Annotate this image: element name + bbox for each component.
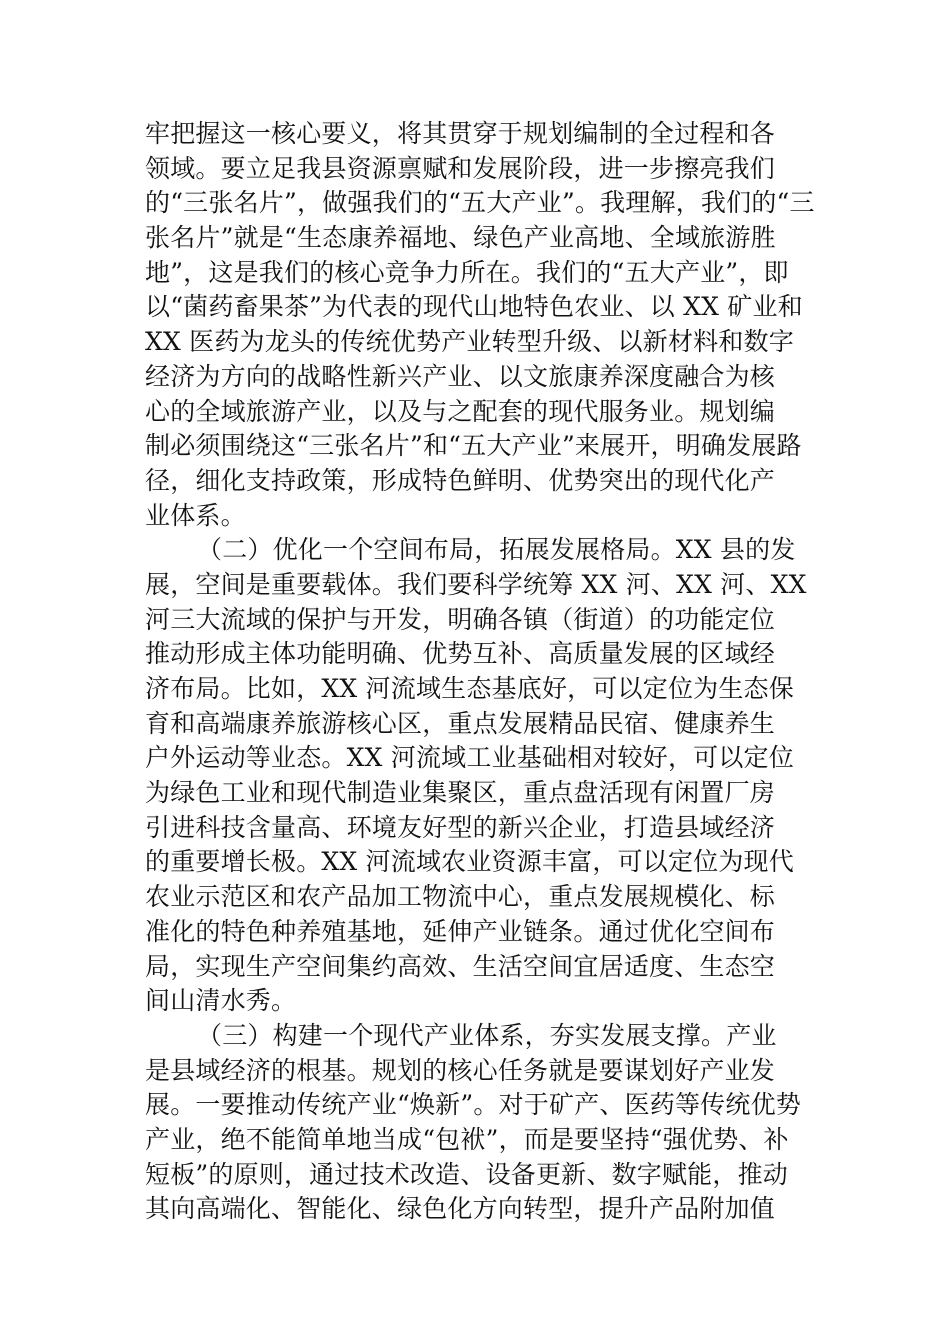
text-line: 牢把握这一核心要义，将其贯穿于规划编制的全过程和各 xyxy=(145,119,776,148)
text-line: 以“菌药畜果茶”为代表的现代山地特色农业、以 XX 矿业和 xyxy=(145,292,803,322)
text-line: 短板”的原则，通过技术改造、设备更新、数字赋能，推动 xyxy=(145,1159,788,1189)
text-line: 心的全域旅游产业，以及与之配套的现代服务业。规划编 xyxy=(145,396,776,426)
text-line: 制必须围绕这“三张名片”和“五大产业”来展开，明确发展路 xyxy=(145,431,802,461)
text-line: 准化的特色种养殖基地，延伸产业链条。通过优化空间布 xyxy=(145,916,776,946)
text-line: 局，实现生产空间集约高效、生活空间宜居适度、生态空 xyxy=(145,951,776,981)
text-line: 张名片”就是“生态康养福地、绿色产业高地、全域旅游胜 xyxy=(145,223,776,253)
text-line: 的“三张名片”，做强我们的“五大产业”。我理解，我们的“三 xyxy=(145,188,815,218)
text-line: 为绿色工业和现代制造业集聚区，重点盘活现有闲置厂房 xyxy=(145,778,776,808)
body-text xyxy=(145,117,815,1227)
text-line: 推动形成主体功能明确、优势互补、高质量发展的区域经 xyxy=(145,639,776,669)
text-line: 济布局。比如，XX 河流域生态基底好，可以定位为生态保 xyxy=(145,674,794,703)
text-line: 业体系。 xyxy=(145,500,246,530)
text-line: XX 医药为龙头的传统优势产业转型升级、以新材料和数字 xyxy=(145,327,794,357)
text-line: 农业示范区和农产品加工物流中心，重点发展规模化、标 xyxy=(145,882,776,912)
text-line: 经济为方向的战略性新兴产业、以文旅康养深度融合为核 xyxy=(145,361,776,391)
text-line: 展，空间是重要载体。我们要科学统筹 XX 河、XX 河、XX xyxy=(145,569,807,599)
text-line: 地”，这是我们的核心竞争力所在。我们的“五大产业”，即 xyxy=(145,257,789,287)
text-line: 户外运动等业态。XX 河流域工业基础相对较好，可以定位 xyxy=(145,743,794,773)
text-line: 径，细化支持政策，形成特色鲜明、优势突出的现代化产 xyxy=(145,465,776,495)
section-heading-line: （三）构建一个现代产业体系，夯实发展支撑。产业 xyxy=(197,1020,777,1050)
text-line: 引进科技含量高、环境友好型的新兴企业，打造县域经济 xyxy=(145,812,776,842)
text-line: 展。一要推动传统产业“焕新”。对于矿产、医药等传统优势 xyxy=(145,1090,801,1120)
text-line: 河三大流域的保护与开发，明确各镇（街道）的功能定位 xyxy=(145,604,776,634)
text-line: 育和高端康养旅游核心区，重点发展精品民宿、健康养生 xyxy=(145,708,776,738)
text-line: 产业，绝不能简单地当成“包袱”，而是要坚持“强优势、补 xyxy=(145,1124,789,1154)
text-line: 的重要增长极。XX 河流域农业资源丰富，可以定位为现代 xyxy=(145,847,794,877)
text-line: 间山清水秀。 xyxy=(145,986,297,1016)
text-line: 是县域经济的根基。规划的核心任务就是要谋划好产业发 xyxy=(145,1055,776,1085)
text-line: 领域。要立足我县资源禀赋和发展阶段，进一步擦亮我们 xyxy=(145,153,776,183)
section-heading-line: （二）优化一个空间布局，拓展发展格局。XX 县的发 xyxy=(197,535,796,565)
text-line: 其向高端化、智能化、绿色化方向转型，提升产品附加值 xyxy=(145,1194,776,1224)
